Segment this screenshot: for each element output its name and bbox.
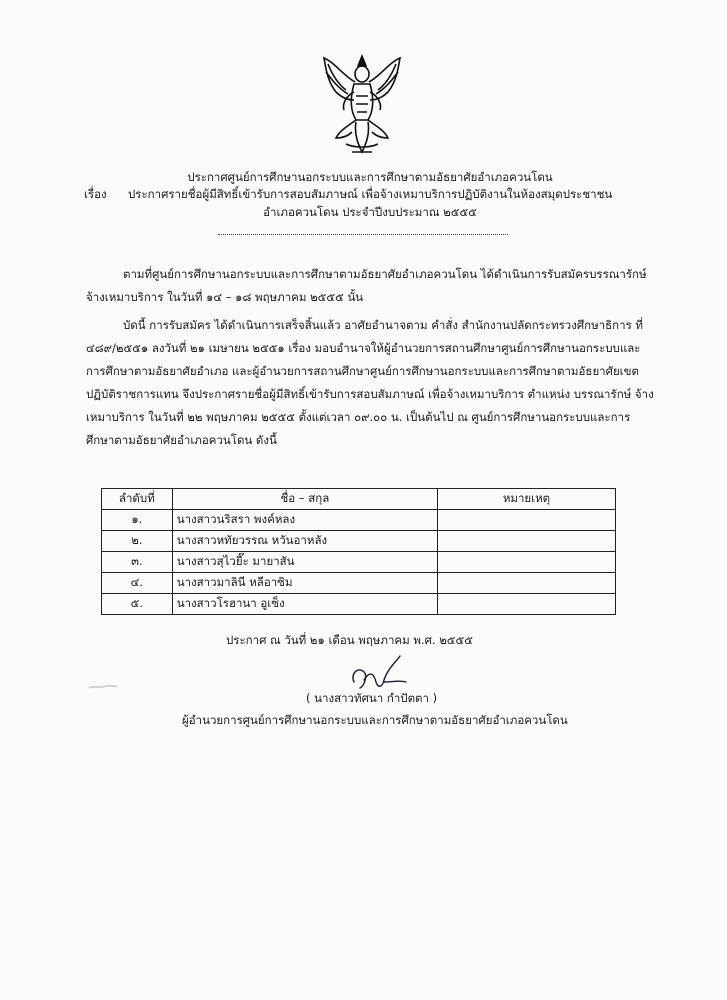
row-remark: [437, 573, 615, 594]
row-name: นางสาวนริสรา พงค์หลง: [172, 510, 437, 531]
row-remark: [437, 594, 615, 615]
signer-position: ผู้อำนวยการศูนย์การศึกษานอกระบบและการศึกษาตามอัธยาศัยอำเภอควนโดน: [182, 713, 568, 727]
announce-date: ประกาศ ณ วันที่ ๒๑ เดือน พฤษภาคม พ.ศ. ๒๕๕๕: [226, 633, 473, 647]
announcement-title: ประกาศศูนย์การศึกษานอกระบบและการศึกษาตามอัธยาศัยอำเภอควนโดน: [187, 170, 553, 184]
row-order: ๑.: [102, 510, 173, 531]
row-remark: [437, 531, 615, 552]
header-remark: หมายเหตุ: [437, 489, 615, 510]
paragraph-background: [86, 263, 656, 309]
table-row: [102, 573, 616, 594]
subject-text: ประกาศรายชื่อผู้มีสิทธิ์เข้ารับการสอบสัมภาษณ์ เพื่อจ้างเหมาบริการปฏิบัติงานในห้องสมุดประชาชน: [128, 187, 613, 201]
row-name: นางสาวมาลินี หลีอาซิม: [172, 573, 437, 594]
table-row: [102, 531, 616, 552]
paragraph-announcement: [86, 314, 656, 452]
paragraph-announcement-text: บัดนี้ การรับสมัคร ได้ดำเนินการเสร็จสิ้นแล้ว อาศัยอำนาจตาม คำสั่ง สำนักงานปลัดกระทรวงศึกษาธิการ ที่ ๔๘๙/๒๕๕๑ ลงวันที่ ๒๑ เมษายน ๒๕๕๑ เรื่อง มอบอำนาจให้ผู้อำนวยการสถานศึกษาศูนย์การศึกษานอกระบบและการศึกษาตามอัธยาศัยอำเภอ และผู้อำนวยการสถานศึกษาศูนย์การศึกษานอกระบบและการศึกษาตามอัธยาศัยเขต ปฏิบัติราชการแทน จึงประกาศรายชื่อผู้มีสิทธิ์เข้ารับการสอบสัมภาษณ์ เพื่อจ้างเหมาบริการ ตำแหน่ง บรรณารักษ์ จ้างเหมาบริการ ในวันที่ ๒๒ พฤษภาคม ๒๕๕๕ ตั้งแต่เวลา ๐๙.๐๐ น. เป็นต้นไป ณ ศูนย์การศึกษานอกระบบและการศึกษาตามอัธยาศัยอำเภอควนโดน ดังนี้: [86, 318, 654, 447]
subject-label: เรื่อง: [84, 187, 107, 201]
header-name: ชื่อ – สกุล: [172, 489, 437, 510]
signer-name: ( นางสาวทัศนา กำปัตตา ): [306, 691, 438, 705]
row-name: นางสาวสุไวยี๊ะ มายาสัน: [172, 552, 437, 573]
row-order: ๕.: [102, 594, 173, 615]
paragraph-background-text: ตามที่ศูนย์การศึกษานอกระบบและการศึกษาตามอัธยาศัยอำเภอควนโดน ได้ดำเนินการรับสมัครบรรณารักษ์จ้างเหมาบริการ ในวันที่ ๑๔ – ๑๘ พฤษภาคม ๒๕๕๕ นั้น: [86, 267, 647, 304]
row-order: ๔.: [102, 573, 173, 594]
row-name: นางสาวโรฮานา อูเซ็ง: [172, 594, 437, 615]
announcement-subject: [84, 185, 664, 204]
dotted-divider: [218, 234, 508, 235]
candidate-table: [101, 488, 616, 615]
scan-smudge: [88, 684, 118, 690]
row-remark: [437, 510, 615, 531]
row-name: นางสาวหทัยวรรณ หวันอาหลัง: [172, 531, 437, 552]
announcement-subtitle: อำเภอควนโดน ประจำปีงบประมาณ ๒๕๕๕: [263, 205, 477, 219]
table-header-row: [102, 489, 616, 510]
row-order: ๒.: [102, 531, 173, 552]
table-row: [102, 510, 616, 531]
header-order: ลำดับที่: [102, 489, 173, 510]
table-row: [102, 594, 616, 615]
row-order: ๓.: [102, 552, 173, 573]
garuda-emblem-icon: [316, 52, 408, 160]
table-row: [102, 552, 616, 573]
row-remark: [437, 552, 615, 573]
